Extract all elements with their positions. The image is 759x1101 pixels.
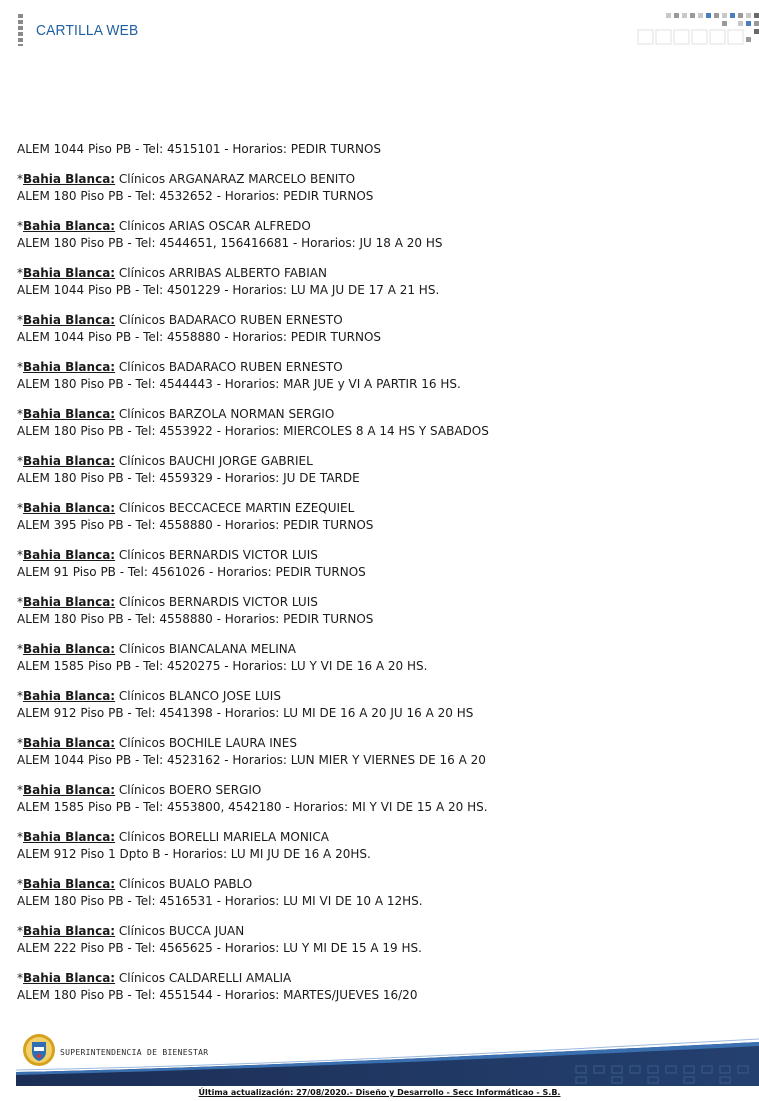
list-item: [17, 453, 737, 487]
specialty-and-provider: Clínicos BOERO SERGIO: [115, 783, 262, 797]
provider-name-line: [17, 453, 737, 470]
provider-name-line: [17, 359, 737, 376]
list-item: [17, 970, 737, 1004]
continued-address-line: ALEM 1044 Piso PB - Tel: 4515101 - Horarios: PEDIR TURNOS: [17, 142, 382, 156]
address-line: ALEM 912 Piso 1 Dpto B - Horarios: LU MI JU DE 16 A 20HS.: [17, 847, 371, 861]
list-item: [17, 876, 737, 910]
city-label: Bahia Blanca:: [23, 454, 116, 468]
list-item: [17, 594, 737, 628]
city-label: Bahia Blanca:: [23, 501, 116, 515]
address-line: ALEM 180 Piso PB - Tel: 4516531 - Horarios: LU MI VI DE 10 A 12HS.: [17, 894, 423, 908]
city-label: Bahia Blanca:: [23, 924, 116, 938]
list-item: [17, 265, 737, 299]
list-item: [17, 782, 737, 816]
list-item: [17, 547, 737, 581]
city-label: Bahia Blanca:: [23, 313, 116, 327]
list-item: [17, 359, 737, 393]
city-label: Bahia Blanca:: [23, 783, 116, 797]
city-label: Bahia Blanca:: [23, 219, 116, 233]
provider-name-line: [17, 923, 737, 940]
entry-bullet: *: [17, 783, 23, 797]
specialty-and-provider: Clínicos BIANCALANA MELINA: [115, 642, 296, 656]
city-label: Bahia Blanca:: [23, 595, 116, 609]
city-label: Bahia Blanca:: [23, 642, 116, 656]
list-item: [17, 406, 737, 440]
institution-seal-icon: [22, 1033, 56, 1067]
page-header: [0, 0, 759, 60]
city-label: Bahia Blanca:: [23, 877, 116, 891]
list-item: [17, 312, 737, 346]
list-item: [17, 688, 737, 722]
specialty-and-provider: Clínicos ARIAS OSCAR ALFREDO: [115, 219, 311, 233]
address-line: ALEM 180 Piso PB - Tel: 4553922 - Horarios: MIERCOLES 8 A 14 HS Y SABADOS: [17, 424, 489, 438]
specialty-and-provider: Clínicos BAUCHI JORGE GABRIEL: [115, 454, 313, 468]
entry-bullet: *: [17, 642, 23, 656]
provider-name-line: [17, 876, 737, 893]
list-item: [17, 923, 737, 957]
provider-name-line: [17, 782, 737, 799]
entry-bullet: *: [17, 313, 23, 327]
entry-bullet: *: [17, 407, 23, 421]
address-line: ALEM 180 Piso PB - Tel: 4532652 - Horarios: PEDIR TURNOS: [17, 189, 374, 203]
specialty-and-provider: Clínicos BORELLI MARIELA MONICA: [115, 830, 329, 844]
city-label: Bahia Blanca:: [23, 689, 116, 703]
provider-name-line: [17, 641, 737, 658]
city-label: Bahia Blanca:: [23, 407, 116, 421]
list-item: [17, 735, 737, 769]
city-label: Bahia Blanca:: [23, 172, 116, 186]
provider-name-line: [17, 970, 737, 987]
provider-list: [17, 141, 737, 1017]
entry-bullet: *: [17, 971, 23, 985]
specialty-and-provider: Clínicos BUALO PABLO: [115, 877, 253, 891]
address-line: ALEM 1044 Piso PB - Tel: 4558880 - Horarios: PEDIR TURNOS: [17, 330, 382, 344]
entry-bullet: *: [17, 501, 23, 515]
city-label: Bahia Blanca:: [23, 971, 116, 985]
address-line: ALEM 180 Piso PB - Tel: 4558880 - Horarios: PEDIR TURNOS: [17, 612, 374, 626]
footer-last-updated: Última actualización: 27/08/2020.- Diseño y Desarrollo - Secc Informáticao - S.B.: [198, 1088, 561, 1097]
specialty-and-provider: Clínicos CALDARELLI AMALIA: [115, 971, 292, 985]
list-item: [17, 829, 737, 863]
city-label: Bahia Blanca:: [23, 830, 116, 844]
list-item: [17, 171, 737, 205]
city-label: Bahia Blanca:: [23, 266, 116, 280]
entry-bullet: *: [17, 924, 23, 938]
provider-name-line: [17, 688, 737, 705]
specialty-and-provider: Clínicos BERNARDIS VICTOR LUIS: [115, 548, 318, 562]
city-label: Bahia Blanca:: [23, 736, 116, 750]
address-line: ALEM 180 Piso PB - Tel: 4544651, 156416681 - Horarios: JU 18 A 20 HS: [17, 236, 443, 250]
header-title: CARTILLA WEB: [36, 22, 139, 39]
entry-bullet: *: [17, 172, 23, 186]
provider-name-line: [17, 594, 737, 611]
specialty-and-provider: Clínicos BARZOLA NORMAN SERGIO: [115, 407, 335, 421]
provider-name-line: [17, 312, 737, 329]
specialty-and-provider: Clínicos ARGANARAZ MARCELO BENITO: [115, 172, 356, 186]
specialty-and-provider: Clínicos BLANCO JOSE LUIS: [115, 689, 281, 703]
list-item: [17, 500, 737, 534]
specialty-and-provider: Clínicos BADARACO RUBEN ERNESTO: [115, 313, 343, 327]
address-line: ALEM 1585 Piso PB - Tel: 4520275 - Horarios: LU Y VI DE 16 A 20 HS.: [17, 659, 428, 673]
provider-name-line: [17, 265, 737, 282]
address-line: ALEM 395 Piso PB - Tel: 4558880 - Horarios: PEDIR TURNOS: [17, 518, 374, 532]
address-line: ALEM 180 Piso PB - Tel: 4544443 - Horarios: MAR JUE y VI A PARTIR 16 HS.: [17, 377, 461, 391]
address-line: ALEM 180 Piso PB - Tel: 4551544 - Horarios: MARTES/JUEVES 16/20: [17, 988, 418, 1002]
entry-bullet: *: [17, 736, 23, 750]
city-label: Bahia Blanca:: [23, 548, 116, 562]
entries-container: [17, 171, 737, 1004]
list-item: [17, 641, 737, 675]
entry-bullet: *: [17, 689, 23, 703]
specialty-and-provider: Clínicos BOCHILE LAURA INES: [115, 736, 297, 750]
footer-wave-banner: [16, 1028, 759, 1088]
address-line: ALEM 1044 Piso PB - Tel: 4501229 - Horarios: LU MA JU DE 17 A 21 HS.: [17, 283, 440, 297]
entry-bullet: *: [17, 877, 23, 891]
entry-bullet: *: [17, 830, 23, 844]
footer-organization-name: SUPERINTENDENCIA DE BIENESTAR: [60, 1048, 209, 1057]
specialty-and-provider: Clínicos BADARACO RUBEN ERNESTO: [115, 360, 343, 374]
provider-name-line: [17, 829, 737, 846]
specialty-and-provider: Clínicos BECCACECE MARTIN EZEQUIEL: [115, 501, 355, 515]
entry-bullet: *: [17, 266, 23, 280]
specialty-and-provider: Clínicos BERNARDIS VICTOR LUIS: [115, 595, 318, 609]
provider-name-line: [17, 735, 737, 752]
address-line: ALEM 180 Piso PB - Tel: 4559329 - Horarios: JU DE TARDE: [17, 471, 360, 485]
header-pixel-decoration-icon: [636, 10, 759, 46]
address-line: ALEM 1044 Piso PB - Tel: 4523162 - Horarios: LUN MIER Y VIERNES DE 16 A 20: [17, 753, 486, 767]
provider-name-line: [17, 171, 737, 188]
provider-name-line: [17, 547, 737, 564]
provider-name-line: [17, 218, 737, 235]
provider-name-line: [17, 406, 737, 423]
entry-bullet: *: [17, 548, 23, 562]
specialty-and-provider: Clínicos BUCCA JUAN: [115, 924, 245, 938]
entry-bullet: *: [17, 595, 23, 609]
list-item: [17, 218, 737, 252]
entry-bullet: *: [17, 360, 23, 374]
city-label: Bahia Blanca:: [23, 360, 116, 374]
address-line: ALEM 222 Piso PB - Tel: 4565625 - Horarios: LU Y MI DE 15 A 19 HS.: [17, 941, 422, 955]
address-line: ALEM 912 Piso PB - Tel: 4541398 - Horarios: LU MI DE 16 A 20 JU 16 A 20 HS: [17, 706, 474, 720]
specialty-and-provider: Clínicos ARRIBAS ALBERTO FABIAN: [115, 266, 327, 280]
address-line: ALEM 1585 Piso PB - Tel: 4553800, 4542180 - Horarios: MI Y VI DE 15 A 20 HS.: [17, 800, 488, 814]
entry-bullet: *: [17, 454, 23, 468]
entry-bullet: *: [17, 219, 23, 233]
address-line: ALEM 91 Piso PB - Tel: 4561026 - Horarios: PEDIR TURNOS: [17, 565, 366, 579]
page-footer: [0, 1028, 759, 1101]
provider-name-line: [17, 500, 737, 517]
header-bar-decoration: [18, 14, 23, 46]
